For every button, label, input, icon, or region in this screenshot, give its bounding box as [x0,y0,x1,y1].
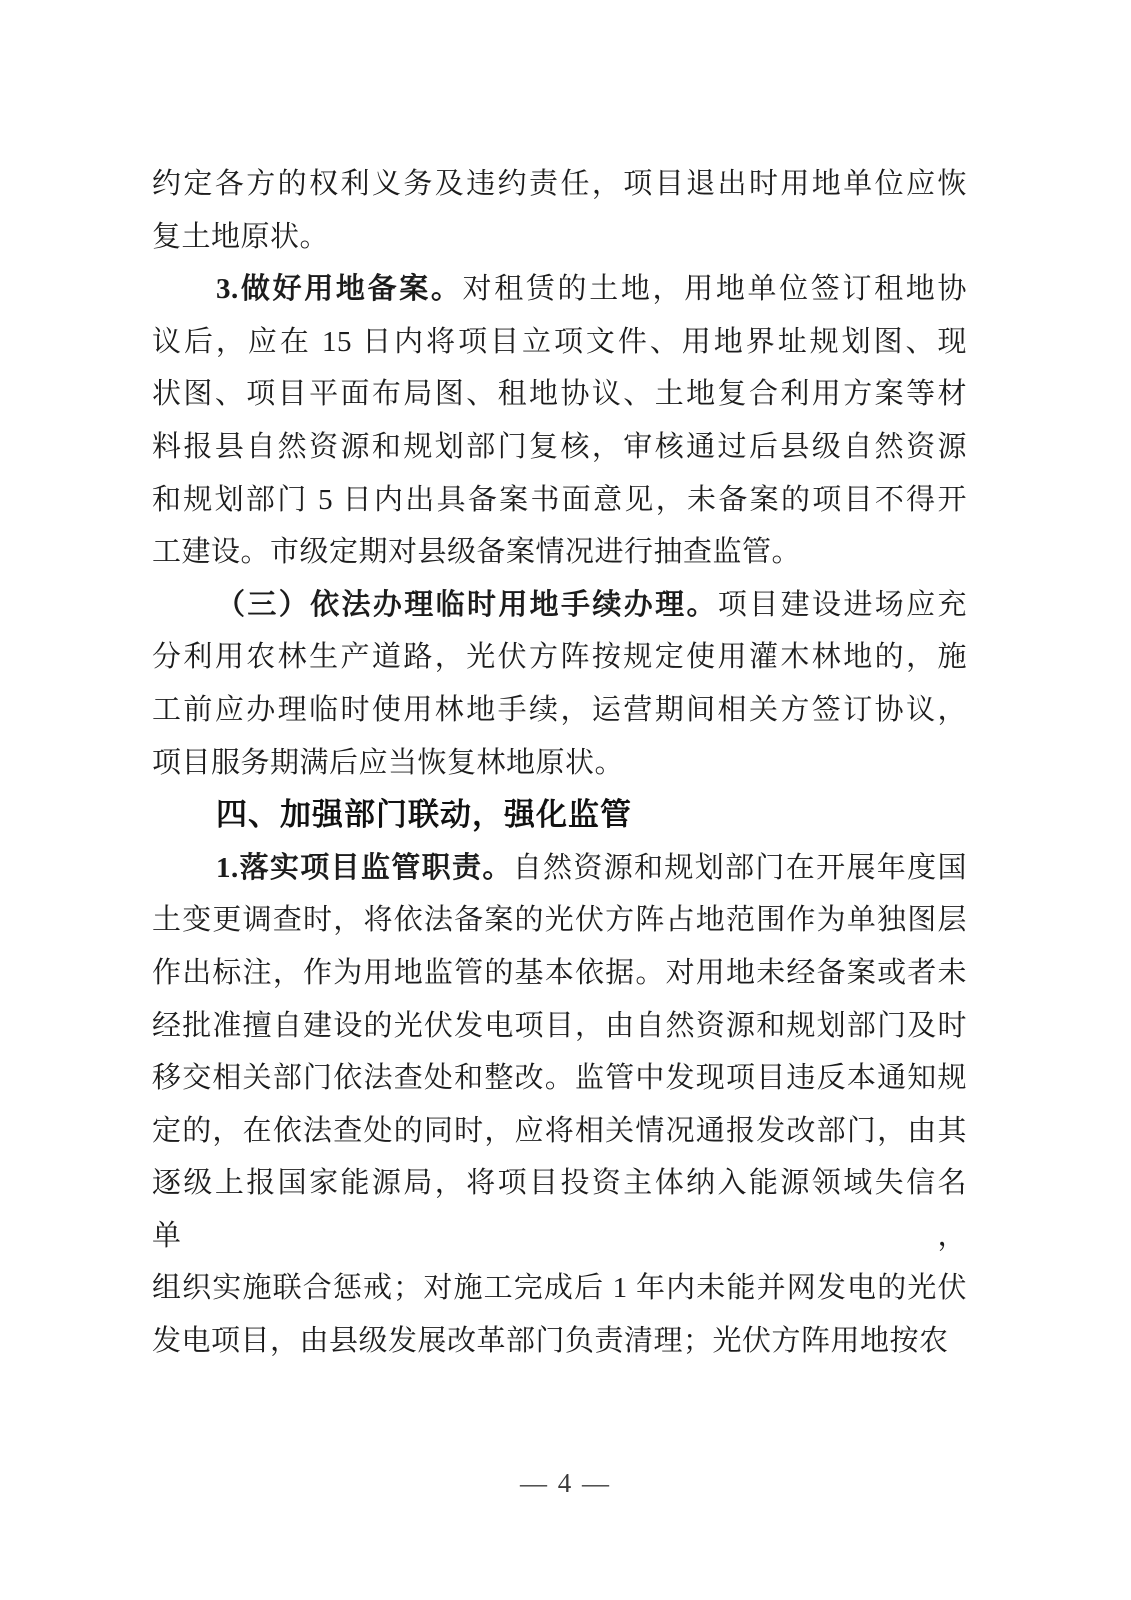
text-line [152,579,967,632]
body-text: 经批准擅自建设的光伏发电项目，由自然资源和规划部门及时 [152,1009,967,1042]
body-text: 项目服务期满后应当恢复林地原状。 [152,746,625,779]
body-text: 组织实施联合惩戒；对施工完成后 1 年内未能并网发电的光伏 [152,1272,967,1305]
page-footer [0,1468,1131,1499]
body-text: 土变更调查时，将依法备案的光伏方阵占地范围作为单独图层 [152,904,967,937]
text-line [152,1262,967,1315]
body-text: 项目建设进场应充 [717,588,967,621]
emphasis-text: 1.落实项目监管职责。 [216,851,513,884]
emphasis-text: 四、加强部门联动，强化监管 [216,797,632,833]
document-body [152,158,967,1368]
text-line [152,684,967,737]
body-text: 逐级上报国家能源局，将项目投资主体纳入能源领域失信名单， [152,1167,967,1252]
text-line [152,1052,967,1105]
body-text: 工前应办理临时使用林地手续，运营期间相关方签订协议， [152,693,967,726]
body-text: 作出标注，作为用地监管的基本依据。对用地未经备案或者未 [152,956,967,989]
body-text: 料报县自然资源和规划部门复核，审核通过后县级自然资源 [152,430,967,463]
section-heading [152,789,967,842]
text-line [152,947,967,1000]
text-line [152,1000,967,1053]
emphasis-text: 3.做好用地备案。 [216,273,463,306]
body-text: 移交相关部门依法查处和整改。监管中发现项目违反本通知规 [152,1062,967,1095]
text-line [152,421,967,474]
body-text: 和规划部门 5 日内出具备案书面意见，未备案的项目不得开 [152,483,967,516]
text-line [152,368,967,421]
emphasis-text: （三）依法办理临时用地手续办理。 [216,588,718,621]
text-line [152,894,967,947]
body-text: 对租赁的土地，用地单位签订租地协 [462,273,967,306]
body-text: 定的，在依法查处的同时，应将相关情况通报发改部门，由其 [152,1114,967,1147]
text-line [152,526,967,579]
body-text: 议后，应在 15 日内将项目立项文件、用地界址规划图、现 [152,325,967,358]
body-text: 约定各方的权利义务及违约责任，项目退出时用地单位应恢 [152,168,967,200]
body-text: 自然资源和规划部门在开展年度国 [512,851,967,884]
body-text: 复土地原状。 [152,220,330,253]
page-number: — 4 — [520,1468,611,1498]
text-line [152,316,967,369]
body-text: 发电项目，由县级发展改革部门负责清理；光伏方阵用地按农 [152,1325,949,1358]
text-line [152,1105,967,1158]
text-line [152,1315,967,1368]
text-line [152,211,967,264]
body-text: 状图、项目平面布局图、租地协议、土地复合利用方案等材 [152,378,967,411]
text-line [152,474,967,527]
text-line [152,263,967,316]
body-text: 分利用农林生产道路，光伏方阵按规定使用灌木林地的，施 [152,641,967,674]
text-line [152,1157,967,1262]
body-text: 工建设。市级定期对县级备案情况进行抽查监管。 [152,536,802,569]
text-line [152,842,967,895]
text-line [152,631,967,684]
text-line [152,737,967,790]
text-line [152,158,967,211]
